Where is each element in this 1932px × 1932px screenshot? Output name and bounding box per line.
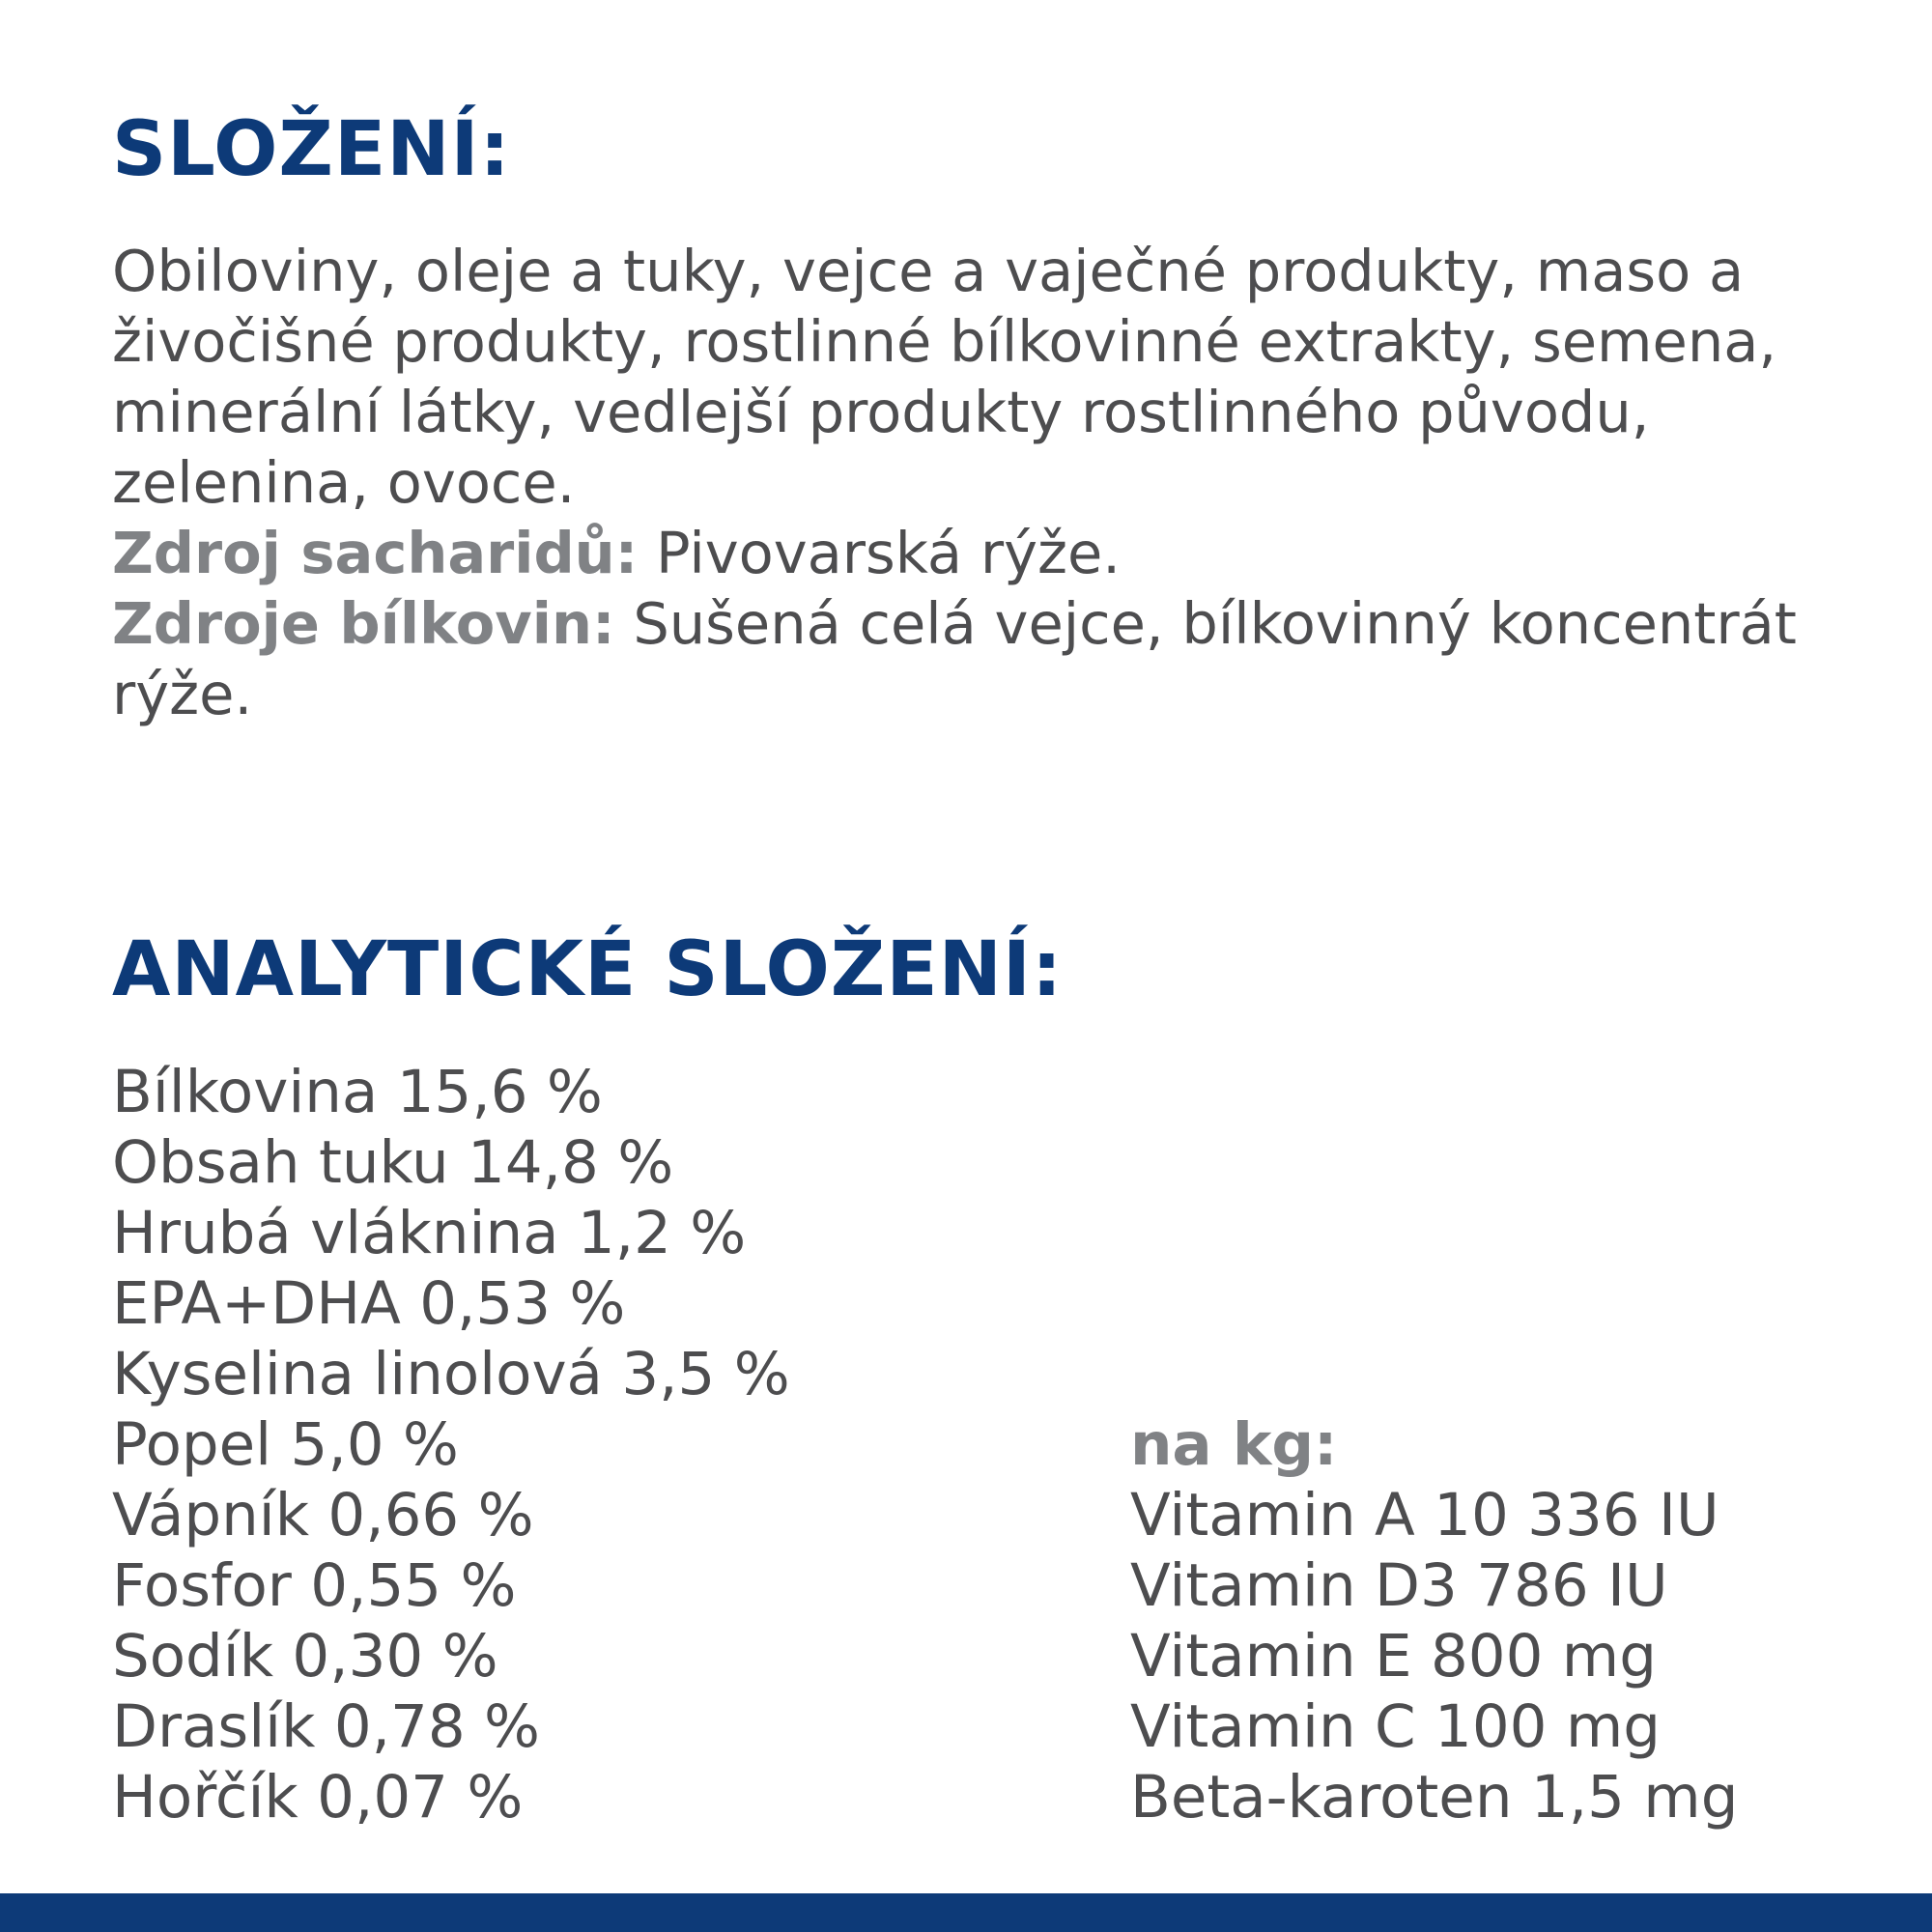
analytical-item: Bílkovina 15,6 % (112, 1058, 603, 1126)
per-kg-list (1130, 1409, 1738, 1833)
composition-heading: SLOŽENÍ: (112, 106, 511, 193)
analytical-item: Obsah tuku 14,8 % (112, 1128, 674, 1197)
composition-text (112, 236, 1851, 729)
analytical-item: Hořčík 0,07 % (112, 1763, 524, 1832)
carb-source-label: Zdroj sacharidů: (112, 520, 639, 586)
per-kg-item: Vitamin D3 786 IU (1130, 1551, 1668, 1620)
per-kg-label: na kg: (1130, 1410, 1338, 1479)
protein-source-label: Zdroje bílkovin: (112, 590, 615, 657)
carb-source-value: Pivovarská rýže. (638, 520, 1122, 586)
analytical-item: Vápník 0,66 % (112, 1481, 534, 1549)
per-kg-item: Vitamin E 800 mg (1130, 1622, 1657, 1690)
protein-source-value: Sušená celá vejce, bílkovinný koncentrát rýže. (112, 590, 1797, 727)
analytical-item: Hrubá vláknina 1,2 % (112, 1199, 747, 1267)
analytical-item: Fosfor 0,55 % (112, 1551, 517, 1620)
analytical-item: Draslík 0,78 % (112, 1692, 540, 1761)
analytical-heading: ANALYTICKÉ SLOŽENÍ: (112, 926, 1064, 1013)
analytical-item: Kyselina linolová 3,5 % (112, 1340, 790, 1408)
analytical-item: Popel 5,0 % (112, 1410, 459, 1479)
analytical-item: Sodík 0,30 % (112, 1622, 498, 1690)
ingredients-paragraph: Obiloviny, oleje a tuky, vejce a vaječné produkty, maso a živočišné produkty, rostlinné bílkovinné extrakty, semena, minerální látky, vedlejší produkty rostlinného původu, zelenina, ovoce. (112, 238, 1777, 516)
per-kg-item: Beta-karoten 1,5 mg (1130, 1763, 1739, 1832)
per-kg-item: Vitamin C 100 mg (1130, 1692, 1661, 1761)
protein-source-line (112, 588, 1851, 729)
analytical-item: EPA+DHA 0,53 % (112, 1269, 626, 1338)
footer-bar (0, 1893, 1932, 1932)
per-kg-item: Vitamin A 10 336 IU (1130, 1481, 1719, 1549)
carb-source-line (112, 518, 1851, 588)
analytical-list (112, 1057, 790, 1833)
